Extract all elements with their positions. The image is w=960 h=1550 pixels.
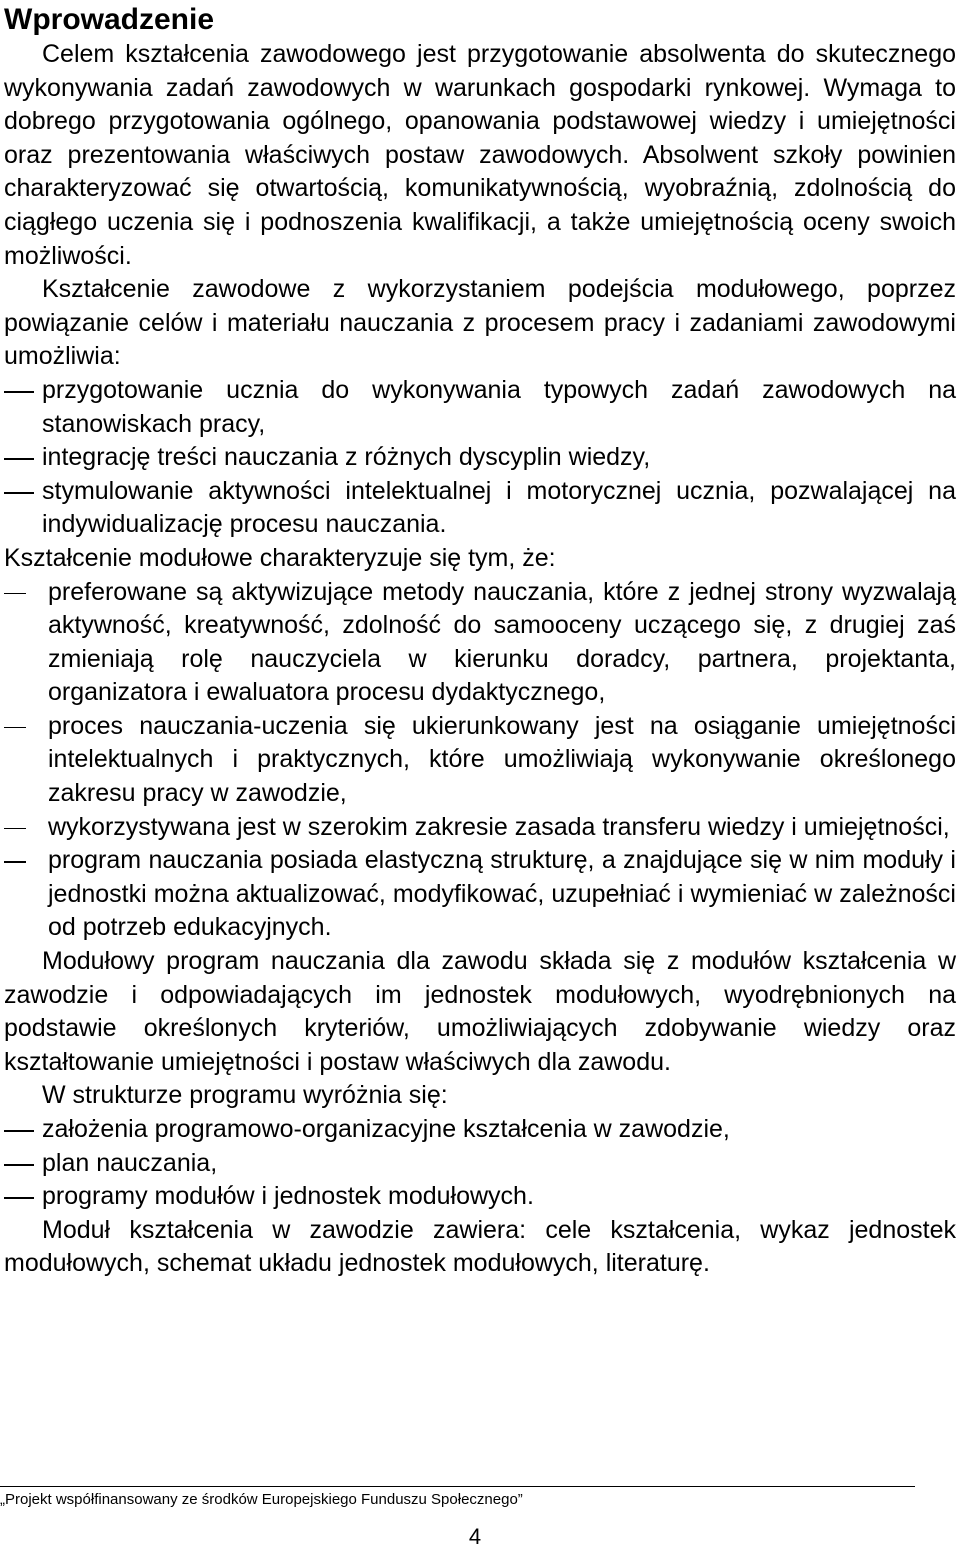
- dash-bullet-icon: [4, 727, 26, 729]
- program-paragraph: Modułowy program nauczania dla zawodu składa się z modułów kształcenia w zawodzie i odpowiadających im jednostek modułowych, wyodrębnionych na podstawie określonych kryteriów, umożliwiających zdobywanie wiedzy oraz kształtowanie umiejętności i postaw właściwych dla zawodu.: [4, 947, 956, 1076]
- dash-bullet-icon: [4, 391, 34, 393]
- list-item: [4, 475, 956, 542]
- list-item: [4, 844, 956, 945]
- enables-list: [4, 374, 956, 542]
- list-item: [4, 811, 956, 845]
- characteristics-intro: Kształcenie modułowe charakteryzuje się tym, że:: [4, 543, 556, 572]
- page-heading: Wprowadzenie: [4, 3, 215, 36]
- characteristics-list: [4, 576, 956, 946]
- dash-bullet-icon: [4, 492, 34, 494]
- page-footer: [0, 1486, 952, 1550]
- list-item: [4, 710, 956, 811]
- list-item: [4, 441, 956, 475]
- dash-bullet-icon: [4, 828, 26, 830]
- dash-bullet-icon: [4, 1197, 34, 1199]
- footer-divider: [0, 1486, 915, 1487]
- dash-bullet-icon: [4, 593, 26, 595]
- modular-approach-paragraph: Kształcenie zawodowe z wykorzystaniem podejścia modułowego, poprzez powiązanie celów i materiału nauczania z procesem pracy i zadaniami zawodowymi umożliwia:: [4, 275, 956, 371]
- structure-intro: W strukturze programu wyróżnia się:: [42, 1081, 448, 1110]
- structure-list: [4, 1113, 956, 1214]
- list-item-text: program nauczania posiada elastyczną strukturę, a znajdujące się w nim moduły i jednostki można aktualizować, modyfikować, uzupełniać i wymieniać w zależności od potrzeb edukacyjnych.: [48, 846, 956, 942]
- list-item: [4, 1113, 956, 1147]
- list-item: [4, 576, 956, 710]
- list-item-text: programy modułów i jednostek modułowych.: [42, 1182, 534, 1211]
- page-number: 4: [468, 1524, 482, 1549]
- list-item-text: wykorzystywana jest w szerokim zakresie zasada transferu wiedzy i umiejętności,: [48, 812, 950, 841]
- list-item-text: preferowane są aktywizujące metody nauczania, które z jednej strony wyzwalają aktywność, kreatywność, zdolność do samooceny uczącego się, z drugiej zaś zmieniają rolę nauczyciela w kierunku doradcy, partnera, projektanta, organizatora i ewaluatora procesu dydaktycznego,: [48, 577, 956, 707]
- intro-paragraph: Celem kształcenia zawodowego jest przygotowanie absolwenta do skutecznego wykonywania zadań zawodowych w warunkach gospodarki rynkowej. Wymaga to dobrego przygotowania ogólnego, opanowania podstawowej wiedzy i umiejętności oraz prezentowania właściwych postaw zawodowych. Absolwent szkoły powinien charakteryzować się otwartością, komunikatywnością, wyobraźnią, zdolnością do ciągłego uczenia się i podnoszenia kwalifikacji, a także umiejętnością oceny swoich możliwości.: [4, 40, 956, 270]
- list-item: [4, 1147, 956, 1181]
- list-item-text: przygotowanie ucznia do wykonywania typowych zadań zawodowych na stanowiskach pracy,: [42, 375, 956, 438]
- list-item-text: stymulowanie aktywności intelektualnej i motorycznej ucznia, pozwalającej na indywidualizację procesu nauczania.: [42, 476, 956, 539]
- list-item-text: integrację treści nauczania z różnych dyscyplin wiedzy,: [42, 443, 651, 472]
- dash-bullet-icon: [4, 458, 34, 460]
- dash-bullet-icon: [4, 1130, 34, 1132]
- dash-bullet-icon: [4, 1164, 34, 1166]
- footer-text: „Projekt współfinansowany ze środków Europejskiego Funduszu Społecznego”: [0, 1491, 523, 1508]
- list-item: [4, 1180, 956, 1214]
- dash-bullet-icon: [4, 861, 26, 863]
- list-item: [4, 374, 956, 441]
- list-item-text: proces nauczania-uczenia się ukierunkowany jest na osiąganie umiejętności intelektualnych i praktycznych, które umożliwiają wykonywanie określonego zakresu pracy w zawodzie,: [48, 711, 956, 808]
- list-item-text: założenia programowo-organizacyjne kształcenia w zawodzie,: [42, 1115, 730, 1143]
- document-page: [4, 0, 956, 1281]
- module-content-paragraph: Moduł kształcenia w zawodzie zawiera: cele kształcenia, wykaz jednostek modułowych, schemat układu jednostek modułowych, literaturę.: [4, 1215, 956, 1278]
- list-item-text: plan nauczania,: [42, 1148, 218, 1177]
